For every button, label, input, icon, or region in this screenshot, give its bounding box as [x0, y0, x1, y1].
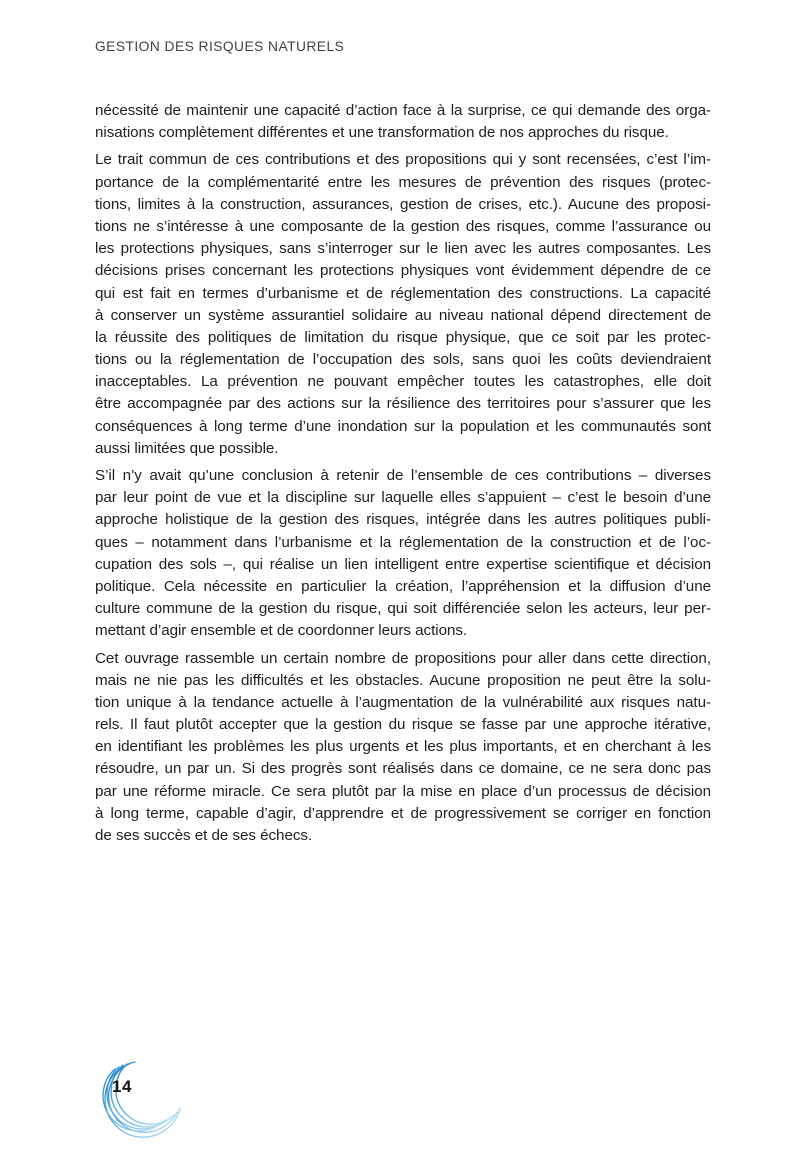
text-line: inacceptables. La prévention ne pouvant empêcher toutes les catastrophes, elle doit	[95, 373, 711, 391]
text-line: de ses succès et de ses échecs.	[95, 827, 313, 844]
paragraph	[95, 149, 711, 460]
text-line: nécessité de maintenir une capacité d’action face à la surprise, ce qui demande des orga-	[95, 102, 711, 119]
running-header: GESTION DES RISQUES NATURELS	[95, 39, 345, 54]
text-line: nisations complètement différentes et une transformation de nos approches du risque.	[95, 124, 669, 142]
text-line: mais ne nie pas les difficultés et les obstacles. Aucune proposition ne peut être la solu-	[95, 671, 711, 689]
text-line: mettant d’agir ensemble et de coordonner leurs actions.	[95, 622, 468, 640]
text-line: qui est fait en termes d’urbanisme et de réglementation des constructions. La capacité	[95, 284, 711, 302]
text-line: S’il n’y avait qu’une conclusion à retenir de l’ensemble de ces contributions – diverses	[95, 467, 711, 484]
text-line: tion unique à la tendance actuelle à l’augmentation de la vulnérabilité aux risques natu-	[95, 693, 711, 711]
text-line: rels. Il faut plutôt accepter que la gestion du risque se fasse par une approche itérative,	[95, 716, 711, 734]
text-line: à conserver un système assurantiel solidaire au niveau national dépend directement de	[95, 306, 711, 324]
body-text	[95, 100, 711, 852]
text-line: résoudre, un par un. Si des progrès sont réalisés dans ce domaine, ce ne sera donc pas	[95, 760, 711, 778]
text-line: tions ne s’intéresse à une composante de la gestion des risques, comme l’assurance ou	[95, 217, 711, 235]
text-line: en identifiant les problèmes les plus urgents et les plus importants, et en cherchant à les	[95, 738, 711, 756]
text-line: à long terme, capable d’agir, d’apprendre et de progressivement se corriger en fonction	[95, 804, 711, 822]
text-line: culture commune de la gestion du risque, qui soit différenciée selon les acteurs, leur per-	[95, 600, 711, 618]
text-line: tions ou la réglementation de l’occupation des sols, sans quoi les coûts deviendraient	[95, 351, 711, 369]
swirl-arcs-icon	[90, 1060, 186, 1144]
text-line: décisions prises concernant les protections physiques vont évidemment dépendre de ce	[95, 262, 711, 280]
text-line: approche holistique de la gestion des risques, intégrée dans les autres politiques publi-	[95, 511, 711, 529]
text-line: par une réforme miracle. Ce sera plutôt par la mise en place d’un processus de décision	[95, 782, 711, 800]
paragraph	[95, 100, 711, 144]
text-line: être accompagnée par des actions sur la résilience des territoires pour s’assurer que les	[95, 395, 711, 413]
text-line: par leur point de vue et la discipline sur laquelle elles s’appuient – c’est le besoin d’une	[95, 489, 711, 507]
text-line: les protections physiques, sans s’interroger sur le lien avec les autres composantes. Les	[95, 240, 711, 258]
text-line: Le trait commun de ces contributions et des propositions qui y sont recensées, c’est l’im-	[95, 151, 711, 169]
paragraph	[95, 465, 711, 643]
text-line: portance de la complémentarité entre les mesures de prévention des risques (protec-	[95, 173, 711, 191]
text-line: politique. Cela nécessite en particulier la création, l’appréhension et la diffusion d’une	[95, 577, 711, 595]
text-line: la réussite des politiques de limitation du risque physique, que ce soit par les protec-	[95, 328, 711, 346]
text-line: conséquences à long terme d’une inondation sur la population et les communautés sont	[95, 417, 711, 435]
text-line: cupation des sols –, qui réalise un lien intelligent entre expertise scientifique et décision	[95, 555, 711, 573]
text-line: Cet ouvrage rassemble un certain nombre de propositions pour aller dans cette direction,	[95, 649, 711, 667]
page-number: 14	[112, 1077, 132, 1096]
paragraph	[95, 648, 711, 848]
text-line: ques – notamment dans l’urbanisme et la réglementation de la construction et de l’oc-	[95, 533, 711, 551]
page-footer	[90, 1060, 186, 1140]
text-line: tions, limites à la construction, assurances, gestion de crises, etc.). Aucune des proposi-	[95, 195, 711, 213]
text-line: aussi limitées que possible.	[95, 439, 279, 457]
